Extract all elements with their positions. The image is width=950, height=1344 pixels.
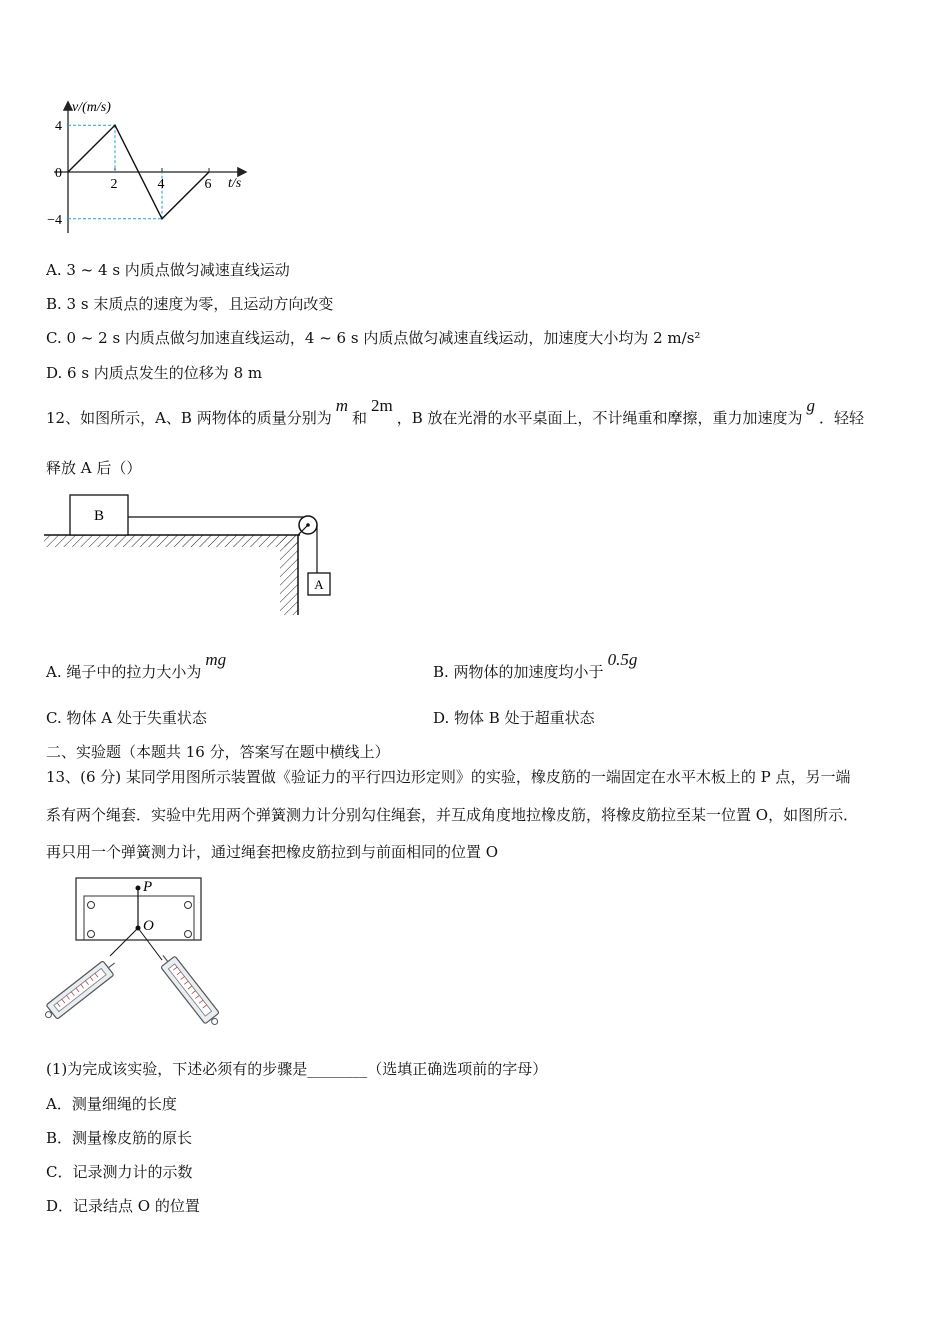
q12-option-b-value: 0.5g: [607, 650, 638, 669]
block-a-label: A: [314, 577, 324, 592]
q12-stem-part3: ．轻轻: [819, 409, 865, 427]
q12-stem-part2: ，B 放在光滑的水平桌面上，不计绳重和摩擦，重力加速度为: [396, 409, 803, 427]
x-axis-label: t/s: [228, 176, 242, 191]
x-tick-label: 2: [110, 177, 118, 192]
pin-bottom-right: [185, 931, 192, 938]
q11-option-c: C. 0 ~ 2 s 内质点做匀加速直线运动，4 ~ 6 s 内质点做匀减速直线运动，加速度大小均为 2 m/s²: [46, 329, 701, 347]
label-p: P: [143, 879, 153, 895]
pin-bottom-left: [88, 931, 95, 938]
q13-option-d: D．记录结点 O 的位置: [46, 1197, 200, 1215]
q11-option-b: B. 3 s 末质点的速度为零，且运动方向改变: [46, 295, 334, 313]
q12-stem-and: 和: [352, 409, 368, 427]
label-o: O: [143, 918, 154, 934]
section2-heading: 二、实验题（本题共 16 分，答案写在题中横线上）: [46, 743, 390, 761]
x-tick-label: 6: [204, 177, 212, 192]
q11-option-d: D. 6 s 内质点发生的位移为 8 m: [46, 364, 263, 382]
pin-top-left: [88, 902, 95, 909]
q13-line2: 系有两个绳套．实验中先用两个弹簧测力计分别勾住绳套，并互成角度地拉橡皮筋，将橡皮筋拉至某一位置 O，如图所示．: [46, 806, 859, 824]
y-tick-label: 4: [55, 119, 62, 135]
table-side-hatch: [280, 535, 298, 615]
q13-line1: 13、(6 分) 某同学用图所示装置做《验证力的平行四边形定则》的实验，橡皮筋的一端固定在水平木板上的 P 点，另一端: [46, 768, 851, 786]
q13-option-a: A．测量细绳的长度: [46, 1095, 177, 1113]
q13-line3: 再只用一个弹簧测力计，通过绳套把橡皮筋拉到与前面相同的位置 O: [46, 843, 499, 861]
table-surface-hatch: [44, 535, 298, 547]
pulley-figure: [44, 490, 344, 615]
q12-stem-line2: 释放 A 后（）: [46, 459, 142, 477]
spring-scale-right: [156, 950, 224, 1027]
y-tick-label: −4: [47, 212, 62, 228]
q12-option-a-text: A. 绳子中的拉力大小为: [46, 663, 202, 681]
q12-stem: [46, 396, 865, 428]
q11-option-a: A. 3 ~ 4 s 内质点做匀减速直线运动: [46, 261, 290, 279]
q12-option-a: [46, 650, 230, 682]
block-b-label: B: [93, 508, 105, 524]
spring-scale-left: [44, 956, 120, 1024]
q12-mass-b: 2m: [371, 396, 393, 415]
pin-top-right: [185, 902, 192, 909]
x-tick-label: 4: [157, 177, 165, 192]
q12-option-b-text: B. 两物体的加速度均小于: [433, 663, 604, 681]
q13-sub1: (1)为完成该实验，下述必须有的步骤是________（选填正确选项前的字母）: [46, 1060, 548, 1078]
q12-option-a-value: mg: [205, 650, 227, 669]
q13-option-c: C．记录测力计的示数: [46, 1163, 193, 1181]
q12-option-b: [433, 650, 641, 682]
q12-gravity: g: [806, 396, 816, 415]
q12-option-c: C. 物体 A 处于失重状态: [46, 709, 207, 727]
q12-stem-part1: 12、如图所示，A、B 两物体的质量分别为: [46, 409, 332, 427]
q13-option-b: B．测量橡皮筋的原长: [46, 1129, 193, 1147]
y-axis-label: v/(m/s): [72, 100, 111, 115]
q12-mass-a: m: [335, 396, 348, 415]
force-board-figure: [44, 872, 224, 1027]
y-tick-label: 0: [55, 166, 62, 181]
q12-option-d: D. 物体 B 处于超重状态: [433, 709, 595, 727]
vt-graph: [40, 95, 260, 240]
